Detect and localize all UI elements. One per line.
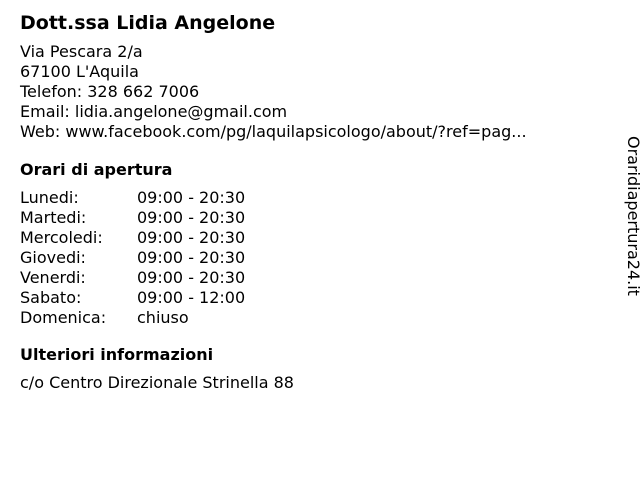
hours-row-sunday <box>20 308 600 328</box>
business-card <box>20 10 600 393</box>
time-value: 09:00 - 12:00 <box>137 288 246 307</box>
additional-info-heading: Ulteriori informazioni <box>20 345 214 364</box>
day-label: Venerdi: <box>20 268 86 287</box>
time-value: chiuso <box>137 308 189 327</box>
business-name: Dott.ssa Lidia Angelone <box>20 12 276 34</box>
day-label: Giovedi: <box>20 248 86 267</box>
additional-info-text: c/o Centro Direzionale Strinella 88 <box>20 373 294 392</box>
email-line[interactable]: Email: lidia.angelone@gmail.com <box>20 102 288 121</box>
hours-row-monday <box>20 188 600 208</box>
day-label: Mercoledi: <box>20 228 103 247</box>
time-value: 09:00 - 20:30 <box>137 228 246 247</box>
hours-row-friday <box>20 268 600 288</box>
time-value: 09:00 - 20:30 <box>137 248 246 267</box>
web-line[interactable]: Web: www.facebook.com/pg/laquilapsicologo/about/?ref=pag... <box>20 122 527 141</box>
time-value: 09:00 - 20:30 <box>137 268 246 287</box>
opening-hours-heading: Orari di apertura <box>20 160 173 179</box>
day-label: Martedi: <box>20 208 87 227</box>
site-watermark: Oraridiapertura24.it <box>624 136 643 296</box>
address-street: Via Pescara 2/a <box>20 42 143 61</box>
hours-row-wednesday <box>20 228 600 248</box>
hours-row-thursday <box>20 248 600 268</box>
time-value: 09:00 - 20:30 <box>137 188 246 207</box>
time-value: 09:00 - 20:30 <box>137 208 246 227</box>
day-label: Lunedi: <box>20 188 79 207</box>
day-label: Sabato: <box>20 288 82 307</box>
hours-row-saturday <box>20 288 600 308</box>
hours-row-tuesday <box>20 208 600 228</box>
opening-hours-table <box>20 188 600 328</box>
address-city: 67100 L'Aquila <box>20 62 139 81</box>
phone-line[interactable]: Telefon: 328 662 7006 <box>20 82 200 101</box>
day-label: Domenica: <box>20 308 107 327</box>
